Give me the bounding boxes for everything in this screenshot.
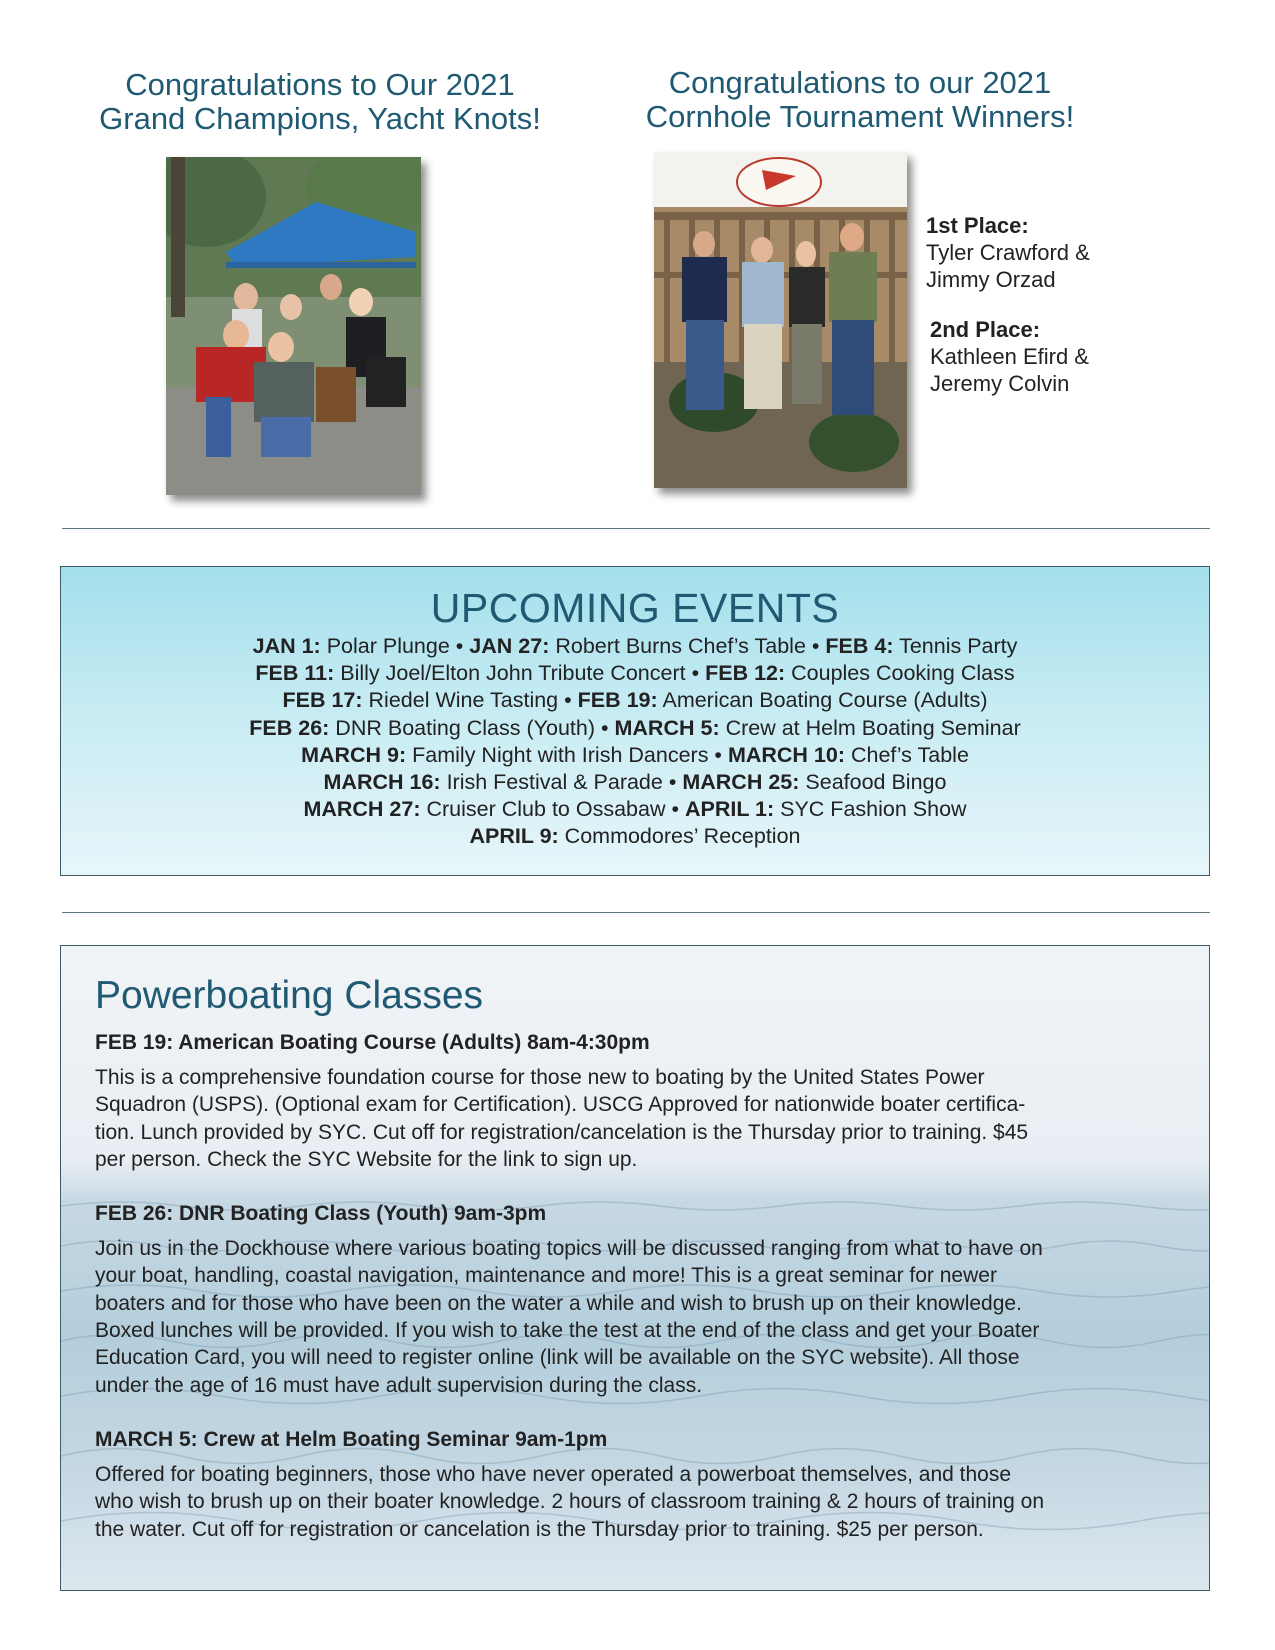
event-name: Riedel Wine Tasting (362, 688, 559, 713)
event-name: American Boating Course (Adults) (657, 688, 988, 713)
event-name: Seafood Bingo (799, 770, 947, 795)
event-separator: • (595, 715, 615, 740)
second-place-names-line: Kathleen Efird & (930, 344, 1089, 369)
event-name: Tennis Party (893, 634, 1018, 658)
event-name: DNR Boating Class (Youth) (329, 715, 596, 740)
first-place-names-line: Jimmy Orzad (926, 267, 1056, 292)
first-place-names-line: Tyler Crawford & (926, 240, 1090, 265)
event-separator: • (558, 688, 578, 713)
grand-champions-photo (166, 157, 421, 495)
class-description-line: per person. Check the SYC Website for the link to sign up. (95, 1147, 638, 1171)
class-description-line: your boat, handling, coastal navigation, maintenance and more! This is a great seminar for newer (95, 1264, 997, 1288)
event-line (61, 633, 1209, 660)
event-line (61, 715, 1209, 742)
event-name: Crew at Helm Boating Seminar (719, 715, 1021, 740)
class-description-line: Boxed lunches will be provided. If you wish to take the test at the end of the class and get your Boater (95, 1319, 1040, 1343)
class-item (95, 1030, 1185, 1173)
class-description (95, 1235, 1185, 1399)
event-date: MARCH 5: (614, 715, 720, 740)
event-name: Chef’s Table (845, 742, 969, 767)
event-date: FEB 19: (577, 688, 658, 713)
event-date: FEB 26: (249, 715, 330, 740)
event-date: APRIL 9: (469, 824, 559, 849)
event-separator: • (449, 634, 470, 658)
powerboating-classes-title: Powerboating Classes (95, 974, 484, 1017)
class-description-line: Offered for boating beginners, those who have never operated a powerboat themselves, and those (95, 1462, 1012, 1486)
event-separator: • (805, 634, 826, 658)
class-description-line: the water. Cut off for registration or cancelation is the Thursday prior to training. $25 per person. (95, 1517, 984, 1541)
class-item (95, 1427, 1185, 1543)
class-description-line: under the age of 16 must have adult supervision during the class. (95, 1373, 703, 1397)
heading-cornhole-winners (610, 66, 1110, 134)
heading-grand-champions (40, 68, 600, 136)
event-name: Family Night with Irish Dancers (406, 742, 709, 767)
heading-line: Congratulations to Our 2021 (125, 67, 515, 102)
event-line (61, 823, 1209, 850)
class-item (95, 1201, 1185, 1399)
event-date: JAN 27: (469, 634, 550, 658)
heading-line: Congratulations to our 2021 (668, 65, 1052, 100)
event-date: MARCH 27: (303, 797, 421, 822)
upcoming-events-title: UPCOMING EVENTS (430, 585, 840, 631)
event-name: Billy Joel/Elton John Tribute Concert (334, 661, 686, 686)
event-date: FEB 17: (282, 688, 363, 713)
class-description (95, 1461, 1185, 1543)
second-place-names-line: Jeremy Colvin (930, 371, 1070, 396)
class-description-line: who wish to brush up on their boater knowledge. 2 hours of classroom training & 2 hours of training on (95, 1490, 1045, 1514)
event-line (61, 742, 1209, 769)
event-date: FEB 12: (705, 661, 786, 686)
event-separator: • (665, 797, 685, 822)
class-description-line: Squadron (USPS). (Optional exam for Certification). USCG Approved for nationwide boater certifica- (95, 1093, 1026, 1117)
event-date: MARCH 25: (682, 770, 800, 795)
powerboating-classes-content (95, 974, 1185, 1571)
event-name: Couples Cooking Class (785, 661, 1015, 686)
class-heading: FEB 26: DNR Boating Class (Youth) 9am-3pm (95, 1202, 547, 1226)
event-name: Irish Festival & Parade (440, 770, 663, 795)
upcoming-events-list (61, 633, 1209, 851)
divider (62, 528, 1210, 529)
first-place-label: 1st Place: (926, 213, 1029, 238)
cornhole-winners-photo (654, 152, 907, 488)
event-date: MARCH 16: (323, 770, 441, 795)
second-place-label: 2nd Place: (930, 317, 1041, 342)
event-date: JAN 1: (252, 634, 321, 658)
class-description-line: Join us in the Dockhouse where various boating topics will be discussed ranging from what to have on (95, 1237, 1043, 1261)
event-line (61, 769, 1209, 796)
event-name: Polar Plunge (320, 634, 450, 658)
divider (62, 912, 1210, 913)
class-heading: MARCH 5: Crew at Helm Boating Seminar 9am-1pm (95, 1427, 608, 1451)
heading-line: Grand Champions, Yacht Knots! (99, 101, 541, 136)
event-name: Cruiser Club to Ossabaw (420, 797, 666, 822)
upcoming-events-box (60, 566, 1210, 876)
event-date: FEB 4: (825, 634, 894, 658)
event-name: SYC Fashion Show (774, 797, 967, 822)
event-name: Commodores’ Reception (558, 824, 801, 849)
event-separator: • (708, 742, 728, 767)
class-description (95, 1064, 1185, 1173)
class-description-line: Education Card, you will need to register online (link will be available on the SYC website). All those (95, 1346, 1020, 1370)
second-place-block (930, 316, 1089, 397)
heading-line: Cornhole Tournament Winners! (645, 99, 1075, 134)
event-date: MARCH 9: (301, 742, 407, 767)
event-separator: • (662, 770, 683, 795)
event-date: FEB 11: (255, 661, 335, 686)
class-description-line: This is a comprehensive foundation course for those new to boating by the United States Power (95, 1066, 985, 1089)
class-list (95, 1030, 1185, 1543)
class-heading: FEB 19: American Boating Course (Adults) 8am-4:30pm (95, 1031, 650, 1054)
first-place-block (926, 212, 1090, 293)
event-separator: • (685, 661, 706, 686)
powerboating-classes-box (60, 945, 1210, 1591)
class-description-line: tion. Lunch provided by SYC. Cut off for registration/cancelation is the Thursday prior to training. $45 (95, 1120, 1029, 1144)
event-name: Robert Burns Chef’s Table (549, 634, 806, 658)
class-description-line: boaters and for those who have been on the water a while and wish to brush up on their knowledge. (95, 1291, 1022, 1315)
event-line (61, 660, 1209, 687)
event-line (61, 796, 1209, 823)
event-date: APRIL 1: (684, 797, 775, 822)
event-date: MARCH 10: (727, 742, 846, 767)
event-line (61, 687, 1209, 714)
